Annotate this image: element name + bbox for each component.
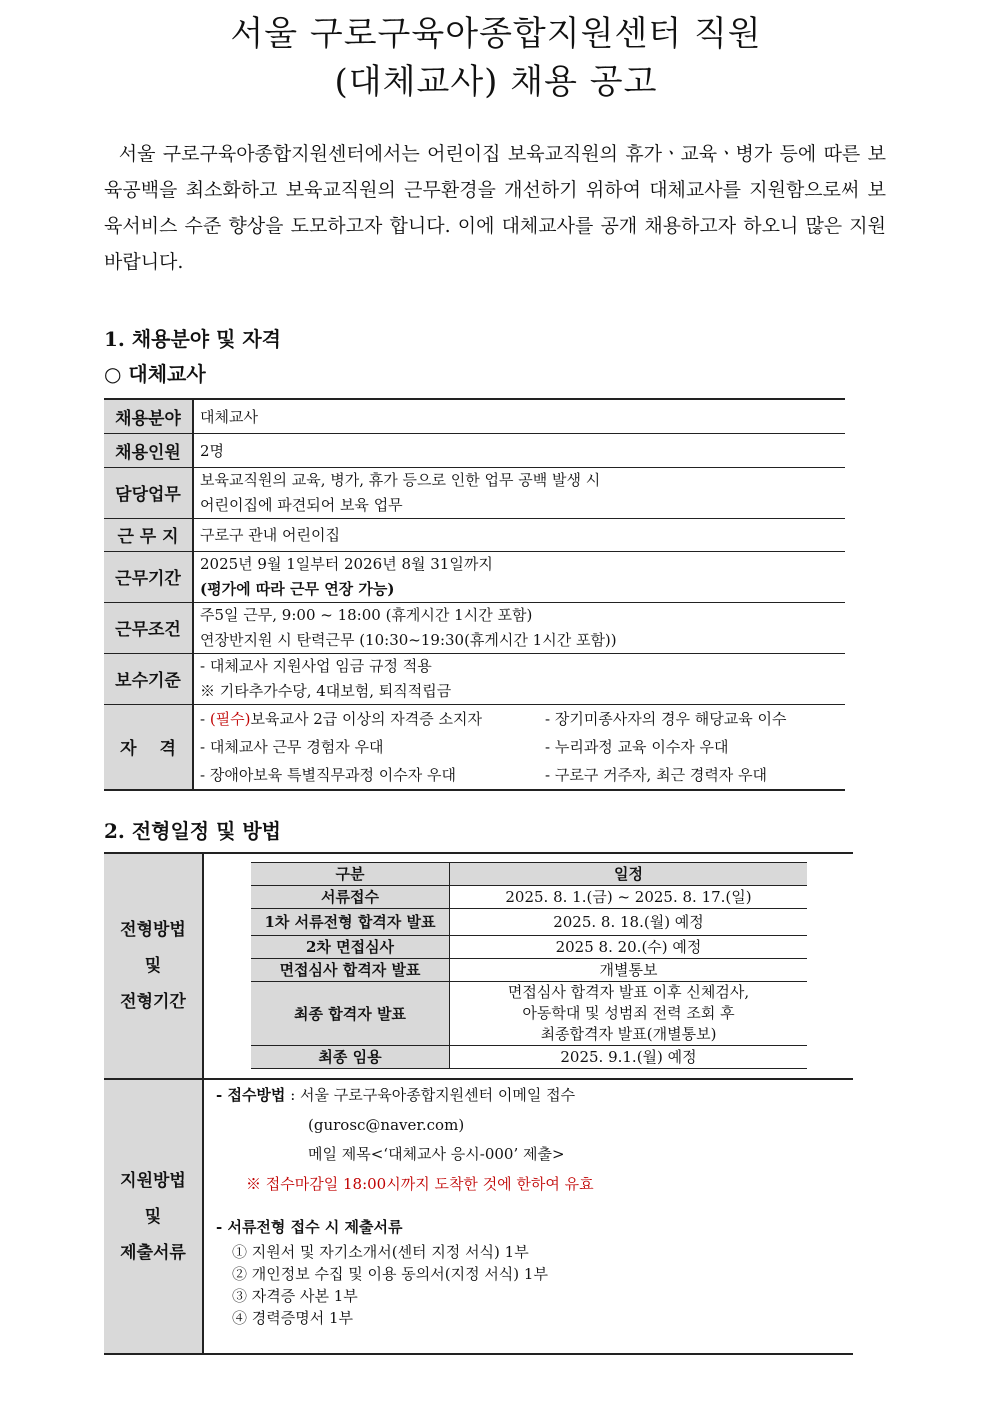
intro-paragraph: 서울 구로구육아종합지원센터에서는 어린이집 보육교직원의 휴가ㆍ교육ㆍ병가 등에 따른 보육공백을 최소화하고 보육교직원의 근무환경을 개선하기 위하여 대체교사를 지원함으로써 보육서비스 수준 향상을 도모하고자 합니다. 이에 대체교사를 공개 채용하고자 하오니 많은 지원바랍니다. xyxy=(104,143,886,273)
apply-method: - 접수방법 : 서울 구로구육아종합지원센터 이메일 접수 xyxy=(216,1086,576,1104)
row-count xyxy=(104,433,845,467)
doc-item: ④ 경력증명서 1부 xyxy=(232,1309,354,1327)
label-location: 근 무 지 xyxy=(104,518,193,551)
apply-deadline: ※ 접수마감일 18:00시까지 도착한 것에 한하여 유효 xyxy=(246,1175,594,1193)
section1-subheading: ○ 대체교사 xyxy=(104,362,206,386)
selection-table xyxy=(104,852,853,1355)
row-duty xyxy=(104,467,845,518)
qual-item: - 대체교사 근무 경험자 우대 xyxy=(200,737,384,756)
schedule-table xyxy=(251,862,807,1069)
label-quals: 자 격 xyxy=(104,704,193,790)
value-duty: 보육교직원의 교육, 병가, 휴가 등으로 인한 업무 공백 발생 시 어린이집에 파견되어 보육 업무 xyxy=(193,467,845,518)
schedule-header-date: 일정 xyxy=(450,863,808,886)
qual-required: - (필수)보육교사 2급 이상의 자격증 소지자 xyxy=(200,709,483,728)
label-method: 전형방법 및 전형기간 xyxy=(104,853,203,1079)
qual-item: - 장기미종사자의 경우 해당교육 이수 xyxy=(545,709,787,728)
schedule-row: 최종 임용 2025. 9.1.(월) 예정 xyxy=(251,1046,807,1069)
schedule-header-stage: 구분 xyxy=(251,863,450,886)
page-title-line2: (대체교사) 채용 공고 xyxy=(334,62,658,102)
value-conditions: 주5일 근무, 9:00 ~ 18:00 (휴게시간 1시간 포함) 연장반지원 시 탄력근무 (10:30~19:30(휴게시간 1시간 포함)) xyxy=(193,602,845,653)
row-quals xyxy=(104,704,845,790)
docs-title: - 서류전형 접수 시 제출서류 xyxy=(216,1218,403,1236)
value-pay: - 대체교사 지원사업 임금 규정 적용 ※ 기타추가수당, 4대보험, 퇴직적립금 xyxy=(193,653,845,704)
value-period: 2025년 9월 1일부터 2026년 8월 31일까지 (평가에 따라 근무 연장 가능) xyxy=(193,551,845,602)
row-period xyxy=(104,551,845,602)
label-pay: 보수기준 xyxy=(104,653,193,704)
value-location: 구로구 관내 어린이집 xyxy=(193,518,845,551)
page-title-line1: 서울 구로구육아종합지원센터 직원 xyxy=(230,14,762,54)
schedule-row: 면접심사 합격자 발표 개별통보 xyxy=(251,959,807,982)
apply-cell xyxy=(203,1079,853,1354)
schedule-row: 2차 면접심사 2025 8. 20.(수) 예정 xyxy=(251,936,807,959)
section1-heading: 1. 채용분야 및 자격 xyxy=(104,327,282,351)
row-location xyxy=(104,518,845,551)
qual-item: - 장애아보육 특별직무과정 이수자 우대 xyxy=(200,765,456,784)
label-count: 채용인원 xyxy=(104,433,193,467)
label-apply: 지원방법 및 제출서류 xyxy=(104,1079,203,1354)
label-conditions: 근무조건 xyxy=(104,602,193,653)
doc-item: ① 지원서 및 자기소개서(센터 지정 서식) 1부 xyxy=(232,1243,529,1261)
qual-item: - 구로구 거주자, 최근 경력자 우대 xyxy=(545,765,768,784)
label-field: 채용분야 xyxy=(104,399,193,433)
section2-heading: 2. 전형일정 및 방법 xyxy=(104,819,282,843)
row-field xyxy=(104,399,845,433)
row-method xyxy=(104,853,853,1079)
schedule-row: 서류접수 2025. 8. 1.(금) ~ 2025. 8. 17.(일) xyxy=(251,886,807,909)
label-duty: 담당업무 xyxy=(104,467,193,518)
schedule-row: 최종 합격자 발표 면접심사 합격자 발표 이후 신체검사, 아동학대 및 성범죄 전력 조회 후 최종합격자 발표(개별통보) xyxy=(251,982,807,1046)
apply-email: (gurosc@naver.com) xyxy=(308,1116,465,1134)
row-conditions xyxy=(104,602,845,653)
recruitment-table xyxy=(104,398,845,791)
doc-item: ② 개인정보 수집 및 이용 동의서(지정 서식) 1부 xyxy=(232,1265,548,1283)
apply-subject: 메일 제목<‘대체교사 응시-000’ 제출> xyxy=(308,1145,565,1163)
qual-item: - 누리과정 교육 이수자 우대 xyxy=(545,737,729,756)
schedule-cell xyxy=(203,853,853,1079)
value-field: 대체교사 xyxy=(193,399,845,433)
schedule-row: 1차 서류전형 합격자 발표 2025. 8. 18.(월) 예정 xyxy=(251,909,807,936)
row-apply xyxy=(104,1079,853,1354)
label-period: 근무기간 xyxy=(104,551,193,602)
value-quals xyxy=(193,704,845,790)
row-pay xyxy=(104,653,845,704)
value-count: 2명 xyxy=(193,433,845,467)
doc-item: ③ 자격증 사본 1부 xyxy=(232,1287,358,1305)
